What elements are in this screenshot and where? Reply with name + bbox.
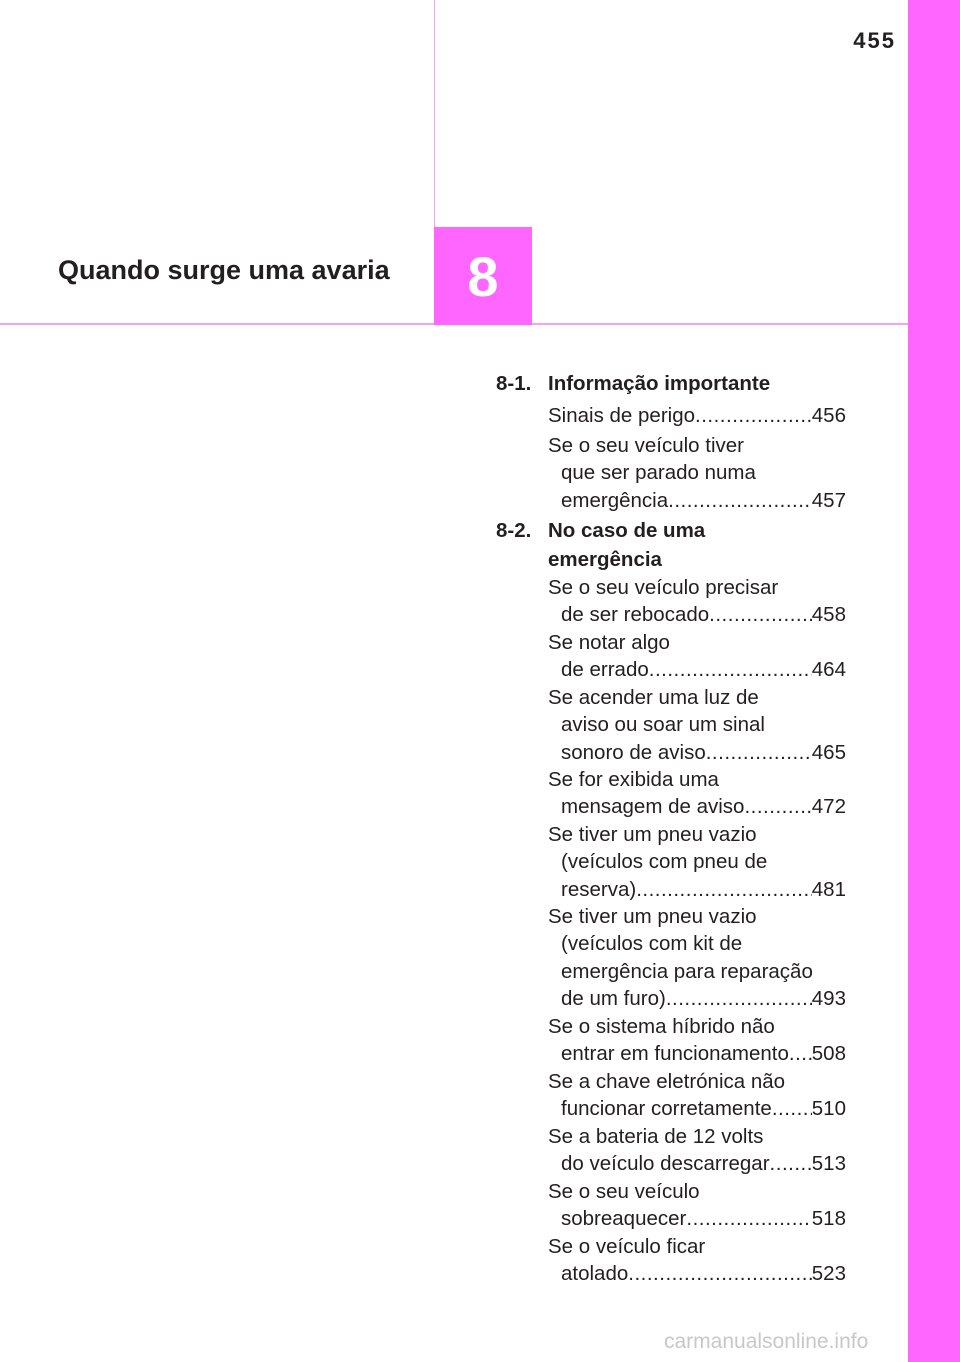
entry-page: 481 bbox=[811, 877, 846, 901]
toc-entry[interactable] bbox=[548, 1068, 846, 1123]
section-number: 8-2. bbox=[496, 519, 532, 542]
section-title: Informação importante bbox=[548, 372, 771, 395]
section-title: No caso de uma bbox=[548, 519, 706, 542]
entry-text: do veículo descarregar bbox=[561, 1152, 770, 1176]
entry-text: entrar em funcionamento bbox=[561, 1042, 789, 1066]
entry-page: 523 bbox=[811, 1262, 846, 1286]
entry-page: 513 bbox=[811, 1152, 846, 1176]
dot-leader bbox=[706, 739, 812, 766]
dot-leader bbox=[686, 1205, 811, 1232]
entry-page: 458 bbox=[811, 603, 846, 627]
entry-text: que ser parado numa bbox=[561, 461, 756, 485]
entry-text: sonoro de aviso bbox=[561, 740, 706, 764]
toc-entry[interactable] bbox=[548, 684, 846, 766]
toc-entry[interactable] bbox=[548, 1178, 846, 1233]
toc-entry[interactable] bbox=[548, 821, 846, 903]
entry-page: 508 bbox=[811, 1042, 846, 1066]
toc-entry[interactable] bbox=[548, 432, 846, 514]
entry-text: mensagem de aviso bbox=[561, 795, 745, 819]
entry-page: 464 bbox=[811, 658, 846, 682]
dot-leader bbox=[770, 1150, 812, 1177]
toc-entry[interactable] bbox=[548, 1233, 846, 1288]
dot-leader bbox=[695, 402, 812, 429]
dot-leader bbox=[744, 793, 811, 820]
toc-entry[interactable] bbox=[548, 402, 846, 429]
entry-text: sobreaquecer bbox=[561, 1207, 687, 1231]
entry-text: Se a chave eletrónica não bbox=[548, 1070, 786, 1093]
entry-text: Se a bateria de 12 volts bbox=[548, 1125, 764, 1148]
entry-page: 493 bbox=[811, 987, 846, 1011]
toc-entry[interactable] bbox=[548, 1013, 846, 1068]
entry-text: Se acender uma luz de bbox=[548, 686, 759, 709]
entry-text: Se for exibida uma bbox=[548, 768, 719, 791]
dot-leader bbox=[789, 1040, 812, 1067]
entry-text: Se o veículo ficar bbox=[548, 1235, 706, 1258]
chapter-number: 8 bbox=[467, 244, 499, 308]
section-title: emergência bbox=[548, 548, 662, 571]
entry-text: reserva) bbox=[561, 877, 637, 901]
dot-leader bbox=[709, 601, 812, 628]
entry-page: 518 bbox=[811, 1207, 846, 1231]
entry-text: Sinais de perigo bbox=[548, 404, 696, 427]
toc-entry[interactable] bbox=[548, 574, 846, 629]
entry-text: emergência bbox=[561, 488, 669, 512]
page-number: 455 bbox=[853, 28, 896, 53]
entry-text: funcionar corretamente bbox=[561, 1097, 772, 1121]
dot-leader bbox=[636, 876, 812, 903]
entry-text: de errado bbox=[561, 658, 649, 682]
entry-text: (veículos com kit de bbox=[561, 932, 743, 956]
watermark: carmanualsonline.info bbox=[664, 1330, 869, 1353]
entry-text: aviso ou soar um sinal bbox=[561, 713, 765, 737]
chapter-title: Quando surge uma avaria bbox=[58, 255, 390, 285]
dot-leader bbox=[772, 1095, 812, 1122]
dot-leader bbox=[628, 1260, 812, 1287]
entry-text: Se o sistema híbrido não bbox=[548, 1015, 775, 1038]
toc-entry[interactable] bbox=[548, 1123, 846, 1178]
section-number: 8-1. bbox=[496, 372, 532, 395]
toc-entry[interactable] bbox=[548, 903, 846, 1013]
entry-text: Se o seu veículo tiver bbox=[548, 434, 744, 457]
entry-text: de um furo) bbox=[561, 987, 666, 1011]
dot-leader bbox=[668, 487, 812, 514]
entry-text: Se notar algo bbox=[548, 631, 670, 654]
entry-text: Se tiver um pneu vazio bbox=[548, 823, 757, 846]
entry-page: 465 bbox=[811, 740, 846, 764]
entry-text: Se o seu veículo precisar bbox=[548, 576, 779, 599]
entry-text: emergência para reparação bbox=[561, 959, 813, 983]
dot-leader bbox=[649, 656, 812, 683]
dot-leader bbox=[666, 985, 812, 1012]
entry-text: (veículos com pneu de bbox=[561, 850, 768, 874]
entry-text: Se o seu veículo bbox=[548, 1180, 700, 1203]
entry-page: 510 bbox=[811, 1097, 846, 1121]
toc-entry[interactable] bbox=[548, 766, 846, 821]
entry-page: 456 bbox=[811, 404, 846, 427]
entry-text: atolado bbox=[561, 1262, 629, 1286]
toc-entry[interactable] bbox=[548, 629, 846, 684]
entry-page: 457 bbox=[811, 488, 846, 512]
entry-text: Se tiver um pneu vazio bbox=[548, 905, 757, 928]
entry-text: de ser rebocado bbox=[561, 603, 710, 627]
entry-page: 472 bbox=[811, 795, 846, 819]
